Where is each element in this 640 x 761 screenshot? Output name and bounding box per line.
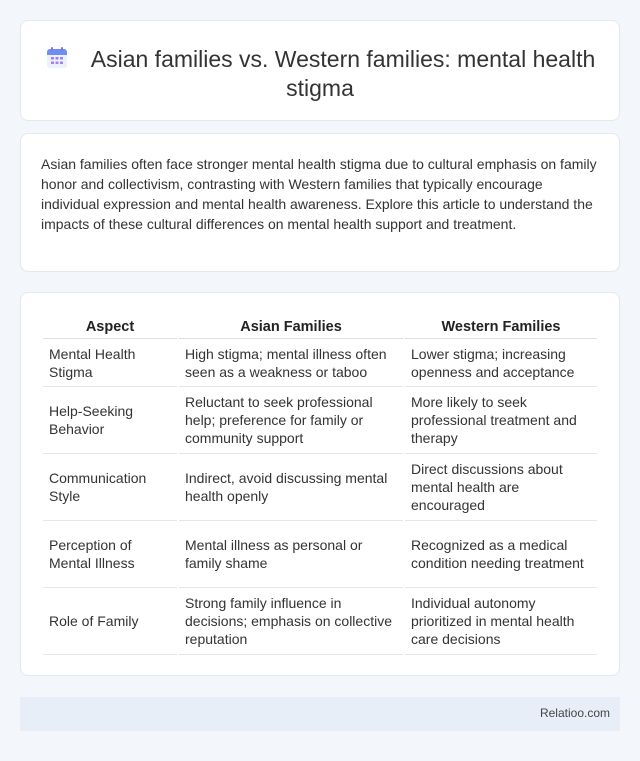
asian-cell: Strong family influence in decisions; emphasis on collective reputation: [179, 588, 403, 655]
table-row: [43, 339, 597, 387]
table-row: [43, 387, 597, 454]
asian-cell: Reluctant to seek professional help; preference for family or community support: [179, 387, 403, 454]
page-title-wrap: [21, 45, 619, 103]
aspect-cell: Role of Family: [43, 588, 177, 655]
table-row: [43, 588, 597, 655]
footer: [20, 697, 620, 731]
asian-cell: Mental illness as personal or family shame: [179, 521, 403, 588]
header-western-families: Western Families: [405, 315, 597, 339]
comparison-table: [41, 315, 599, 655]
western-cell: Individual autonomy prioritized in mental health care decisions: [405, 588, 597, 655]
western-cell: Recognized as a medical condition needing treatment: [405, 521, 597, 588]
asian-cell: High stigma; mental illness often seen as a weakness or taboo: [179, 339, 403, 387]
intro-paragraph: Asian families often face stronger mental health stigma due to cultural emphasis on family honor and collectivism, contrasting with Western families that typically encourage individual expression and mental health awareness. Explore this article to understand the impacts of these cultural differences on mental health support and treatment.: [41, 156, 597, 232]
title-card: [20, 20, 620, 121]
footer-brand-link[interactable]: Relatioo.com: [539, 706, 610, 720]
comparison-table-card: [20, 292, 620, 676]
aspect-cell: Perception of Mental Illness: [43, 521, 177, 588]
aspect-cell: Communication Style: [43, 454, 177, 521]
western-cell: More likely to seek professional treatment and therapy: [405, 387, 597, 454]
table-row: [43, 454, 597, 521]
calendar-icon: [45, 46, 69, 70]
header-aspect: Aspect: [43, 315, 177, 339]
table-row: [43, 521, 597, 588]
header-asian-families: Asian Families: [179, 315, 403, 339]
western-cell: Lower stigma; increasing openness and acceptance: [405, 339, 597, 387]
aspect-cell: Help-Seeking Behavior: [43, 387, 177, 454]
table-header-row: [43, 315, 597, 339]
page-title: Asian families vs. Western families: mental health stigma: [90, 46, 596, 101]
aspect-cell: Mental Health Stigma: [43, 339, 177, 387]
intro-card: [20, 133, 620, 272]
western-cell: Direct discussions about mental health are encouraged: [405, 454, 597, 521]
asian-cell: Indirect, avoid discussing mental health openly: [179, 454, 403, 521]
